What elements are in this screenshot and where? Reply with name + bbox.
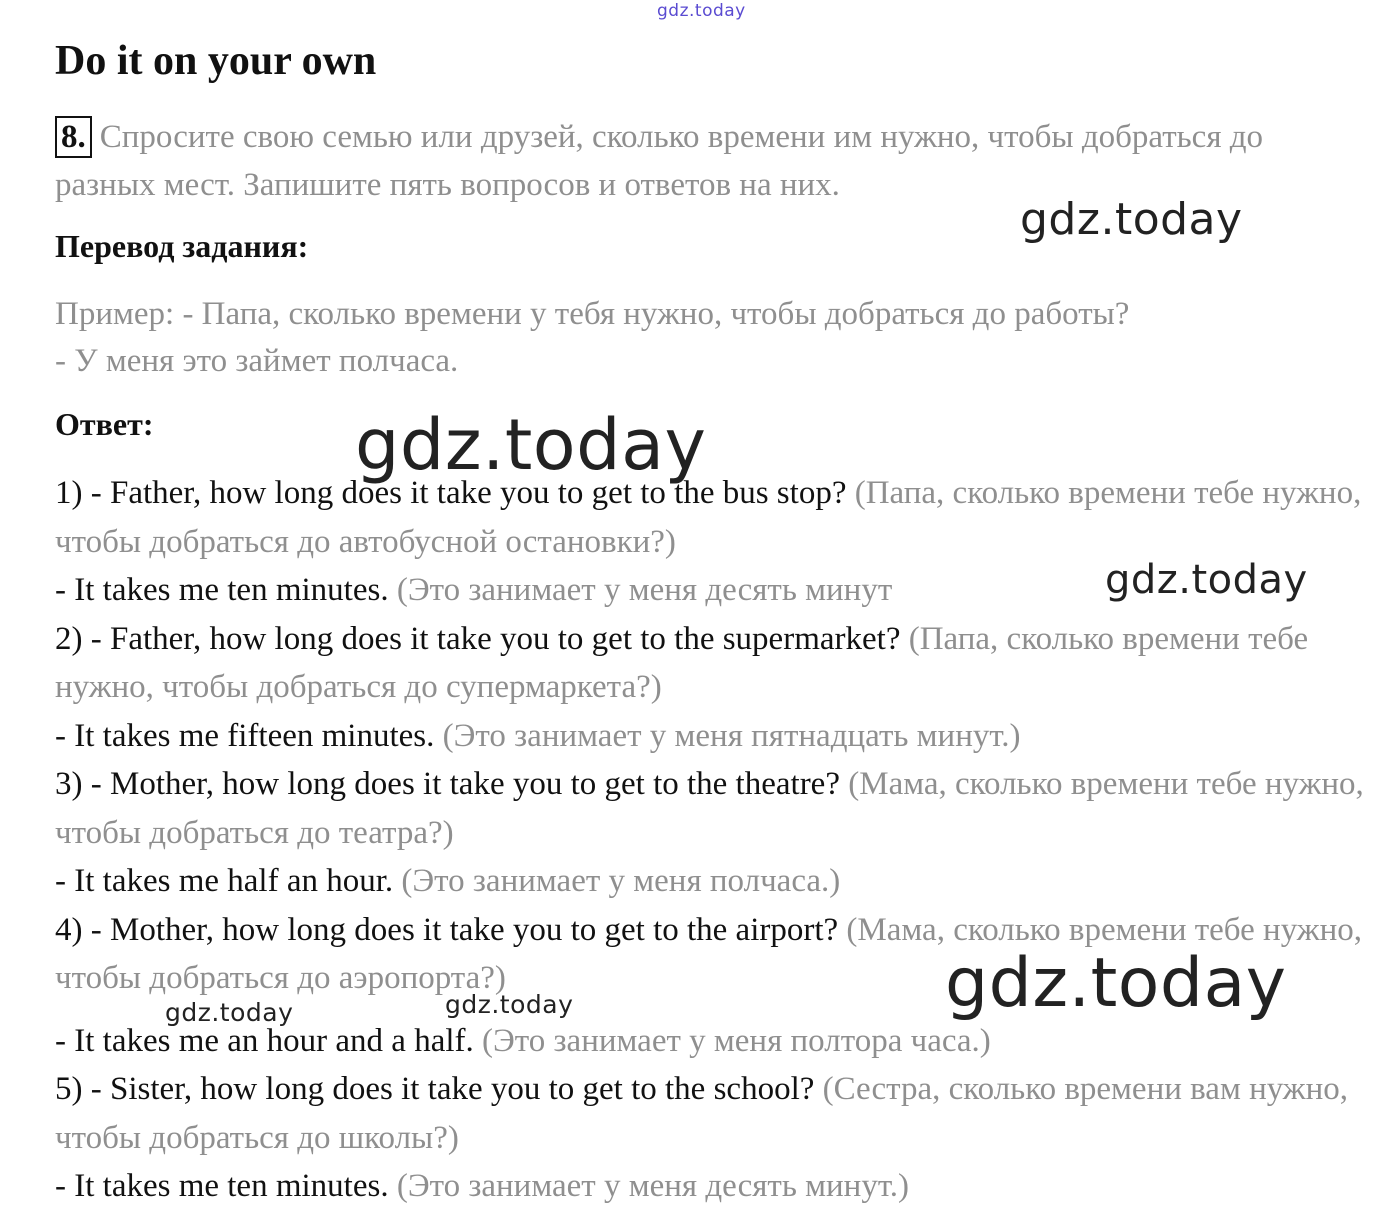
page-title: Do it on your own (55, 38, 377, 84)
question-ru: (Сестра, сколько времени вам нужно, чтобы добраться до школы?) (55, 1071, 1349, 1156)
question-en: 3) - Mother, how long does it take you to get to the theatre? (55, 766, 840, 802)
question-item (55, 760, 1375, 857)
answer-ru: (Это занимает у меня десять минут (396, 572, 893, 608)
question-ru: (Мама, сколько времени тебе нужно, чтобы добраться до театра?) (55, 766, 1364, 851)
question-item (55, 1065, 1375, 1162)
answer-en: - It takes me an hour and a half. (55, 1022, 474, 1059)
question-item (55, 615, 1375, 712)
watermark: gdz.today (1020, 194, 1243, 245)
watermark: gdz.today (657, 1, 746, 21)
watermark: gdz.today (445, 990, 574, 1019)
task-text: Спросите свою семью или друзей, сколько времени им нужно, чтобы добраться до разных мест. Запишите пять вопросов и ответов на них. (55, 119, 1264, 203)
answer-en: - It takes me fifteen minutes. (55, 717, 435, 754)
answer-en: - It takes me half an hour. (55, 863, 394, 899)
answer-ru: (Это занимает у меня полтора часа.) (482, 1022, 991, 1059)
answer-ru: (Это занимает у меня десять минут.) (396, 1168, 910, 1204)
example-line: - У меня это займет полчаса. (55, 343, 459, 379)
watermark: gdz.today (1105, 557, 1308, 603)
answer-en: - It takes me ten minutes. (55, 1168, 389, 1204)
question-ru: (Папа, сколько времени тебе нужно, чтобы добраться до супермаркета?) (55, 620, 1309, 705)
answer-ru: (Это занимает у меня полчаса.) (401, 863, 841, 899)
translation-heading: Перевод задания: (55, 228, 309, 264)
answer-item (55, 857, 1375, 906)
question-ru: (Мама, сколько времени тебе нужно, чтобы добраться до аэропорта?) (55, 911, 1362, 996)
answer-ru: (Это занимает у меня пятнадцать минут.) (442, 717, 1021, 754)
watermark: gdz.today (355, 404, 707, 486)
task-number: 8. (55, 116, 92, 158)
question-en: 4) - Mother, how long does it take you to get to the airport? (55, 911, 839, 948)
answer-heading: Ответ: (55, 406, 154, 442)
example-line: Пример: - Папа, сколько времени у тебя нужно, чтобы добраться до работы? (55, 296, 1130, 332)
watermark: gdz.today (165, 998, 294, 1027)
question-en: 2) - Father, how long does it take you to get to the supermarket? (55, 620, 901, 657)
example-block (55, 291, 1375, 385)
answer-item (55, 712, 1375, 761)
question-ru: (Папа, сколько времени тебе нужно, чтобы добраться до автобусной остановки?) (55, 475, 1362, 560)
question-en: 5) - Sister, how long does it take you to get to the school? (55, 1071, 815, 1107)
question-en: 1) - Father, how long does it take you to get to the bus stop? (55, 475, 847, 511)
answer-item (55, 1162, 1375, 1211)
question-item (55, 469, 1375, 566)
watermark: gdz.today (945, 944, 1287, 1023)
answer-en: - It takes me ten minutes. (55, 572, 389, 608)
